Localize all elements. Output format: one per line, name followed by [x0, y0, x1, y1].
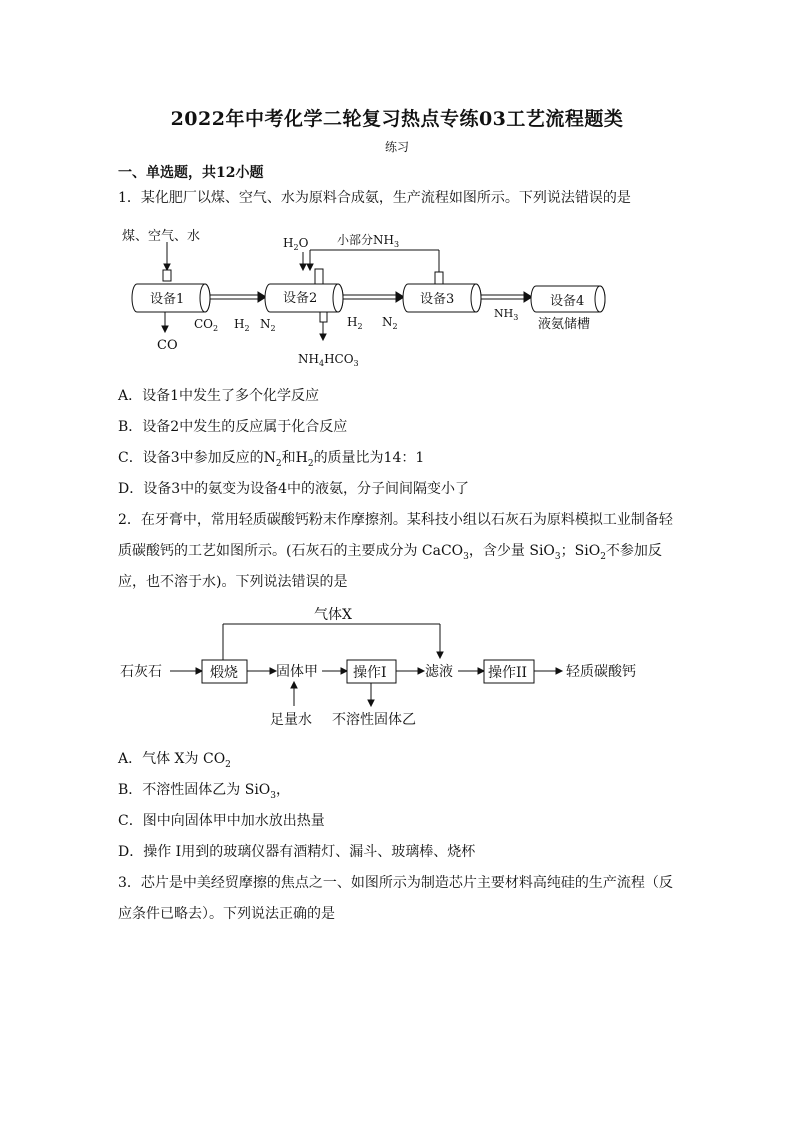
section-heading: 一、单选题，共12小题 — [118, 165, 264, 181]
question-2-option-d: D．操作 I用到的玻璃仪器有酒精灯、漏斗、玻璃棒、烧杯 — [118, 844, 476, 860]
operation-2-label: 操作II — [488, 665, 528, 681]
question-1-option-a: A．设备1中发生了多个化学反应 — [118, 388, 320, 404]
document-title: 2022年中考化学二轮复习热点专练03工艺流程题类 — [170, 108, 624, 130]
question-3-line-2: 应条件已略去）。下列说法正确的是 — [118, 906, 335, 922]
question-3-line-1: 3．芯片是中美经贸摩擦的焦点之一、如图所示为制造芯片主要材料高纯硅的生产流程（反 — [118, 875, 673, 891]
h2-label-2: $H_2$ — [347, 315, 363, 331]
filtrate-label: 滤液 — [425, 664, 453, 680]
product-label: 轻质碳酸钙 — [566, 664, 636, 680]
question-2-option-c: C．图中向固体甲中加水放出热量 — [118, 813, 325, 829]
gas-x-label: 气体X — [314, 607, 352, 623]
device-4-label: 设备4 — [550, 294, 585, 309]
device-2-label: 设备2 — [283, 291, 318, 306]
operation-1-label: 操作I — [353, 665, 387, 681]
question-1-stem: 1．某化肥厂以煤、空气、水为原料合成氨，生产流程如图所示。下列说法错误的是 — [118, 190, 631, 206]
n2-label-1: $N_2$ — [260, 317, 276, 333]
co-label: CO — [157, 338, 178, 353]
solid-b-label: 不溶性固体乙 — [332, 712, 416, 728]
nh3-label: $NH_3$ — [494, 307, 519, 322]
liquid-ammonia-tank-label: 液氨储槽 — [538, 317, 591, 332]
question-1-option-c: C．设备3中参加反应的$N_2$和$H_2$的质量比为14：1 — [118, 450, 425, 469]
question-2-line-1: 2．在牙膏中，常用轻质碳酸钙粉末作摩擦剂。某科技小组以石灰石为原料模拟工业制备轻 — [118, 512, 673, 528]
solid-a-label: 固体甲 — [276, 664, 318, 680]
n2-label-2: $N_2$ — [382, 315, 398, 331]
question-1-option-b: B．设备2中发生的反应属于化合反应 — [118, 419, 348, 435]
water-label: 足量水 — [270, 712, 312, 728]
device-3-label: 设备3 — [420, 292, 455, 307]
question-2-line-2: 质碳酸钙的工艺如图所示。(石灰石的主要成分为 CaCO$_3$，含少量 SiO$_3$；SiO$_2$不参加反 — [118, 543, 662, 562]
question-2-option-b: B．不溶性固体乙为 SiO$_3$， — [118, 782, 291, 801]
limestone-label: 石灰石 — [120, 664, 162, 680]
calcine-label: 煅烧 — [210, 665, 238, 681]
device-1-label: 设备1 — [150, 292, 185, 307]
document-subtitle: 练习 — [384, 140, 409, 154]
question-2-diagram — [118, 602, 658, 734]
h2-label-1: $H_2$ — [234, 317, 250, 333]
nh4hco3-label: $NH_4HCO_3$ — [298, 352, 359, 368]
co2-label: $CO_2$ — [194, 317, 219, 333]
feed-label: 煤、空气、水 — [122, 229, 201, 244]
question-2-option-a: A．气体 X为 $CO_2$ — [118, 751, 231, 770]
h2o-label: $H_2O$ — [283, 236, 309, 252]
question-1-diagram — [110, 220, 630, 370]
question-2-line-3: 应，也不溶于水)。下列说法错误的是 — [118, 574, 348, 590]
question-1-option-d: D．设备3中的氨变为设备4中的液氨，分子间间隔变小了 — [118, 481, 470, 497]
recycle-nh3-label: 小部分$NH_3$ — [337, 233, 400, 249]
